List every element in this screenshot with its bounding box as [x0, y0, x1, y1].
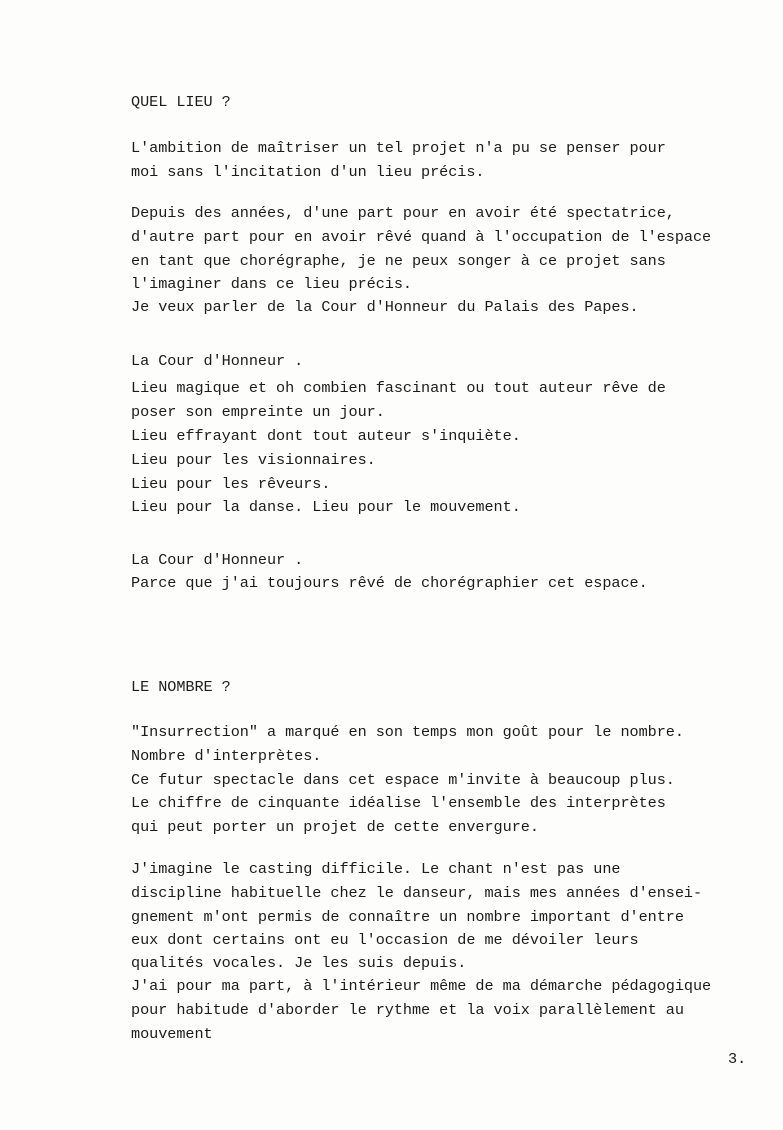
text-line: Depuis des années, d'une part pour en avoir été spectatrice,	[131, 204, 675, 222]
text-line: J'imagine le casting difficile. Le chant n'est pas une	[131, 860, 621, 878]
text-line: poser son empreinte un jour.	[131, 403, 385, 421]
section-heading-lieu: QUEL LIEU ?	[131, 93, 231, 111]
subheading-cour-honneur: La Cour d'Honneur .	[131, 551, 304, 569]
text-line: Le chiffre de cinquante idéalise l'ensemble des interprètes	[131, 794, 666, 812]
text-line: eux dont certains ont eu l'occasion de me dévoiler leurs	[131, 931, 639, 949]
text-line: Nombre d'interprètes.	[131, 747, 322, 765]
text-line: qui peut porter un projet de cette envergure.	[131, 818, 539, 836]
text-line: moi sans l'incitation d'un lieu précis.	[131, 163, 485, 181]
text-line: l'imaginer dans ce lieu précis.	[131, 275, 412, 293]
text-line: J'ai pour ma part, à l'intérieur même de ma démarche pédagogique	[131, 977, 712, 995]
text-line: Lieu effrayant dont tout auteur s'inquiète.	[131, 427, 521, 445]
text-line: "Insurrection" a marqué en son temps mon goût pour le nombre.	[131, 723, 684, 741]
text-line: mouvement	[131, 1025, 213, 1043]
text-line: discipline habituelle chez le danseur, mais mes années d'ensei-	[131, 884, 703, 902]
text-line: qualités vocales. Je les suis depuis.	[131, 954, 467, 972]
text-line: pour habitude d'aborder le rythme et la voix parallèlement au	[131, 1001, 684, 1019]
text-line: Lieu pour les rêveurs.	[131, 475, 331, 493]
text-line: Ce futur spectacle dans cet espace m'invite à beaucoup plus.	[131, 771, 675, 789]
text-line: L'ambition de maîtriser un tel projet n'a pu se penser pour	[131, 139, 666, 157]
text-line: en tant que chorégraphe, je ne peux songer à ce projet sans	[131, 252, 666, 270]
text-line: Parce que j'ai toujours rêvé de chorégraphier cet espace.	[131, 574, 648, 592]
text-line: Lieu magique et oh combien fascinant ou tout auteur rêve de	[131, 379, 666, 397]
text-line: Lieu pour la danse. Lieu pour le mouvement.	[131, 498, 521, 516]
subheading-cour-honneur: La Cour d'Honneur .	[131, 352, 304, 370]
text-line: gnement m'ont permis de connaître un nombre important d'entre	[131, 908, 684, 926]
page-number: 3.	[728, 1050, 747, 1068]
section-heading-nombre: LE NOMBRE ?	[131, 678, 231, 696]
text-line: d'autre part pour en avoir rêvé quand à l'occupation de l'espace	[131, 228, 712, 246]
text-line: Lieu pour les visionnaires.	[131, 451, 376, 469]
text-line: Je veux parler de la Cour d'Honneur du Palais des Papes.	[131, 298, 639, 316]
